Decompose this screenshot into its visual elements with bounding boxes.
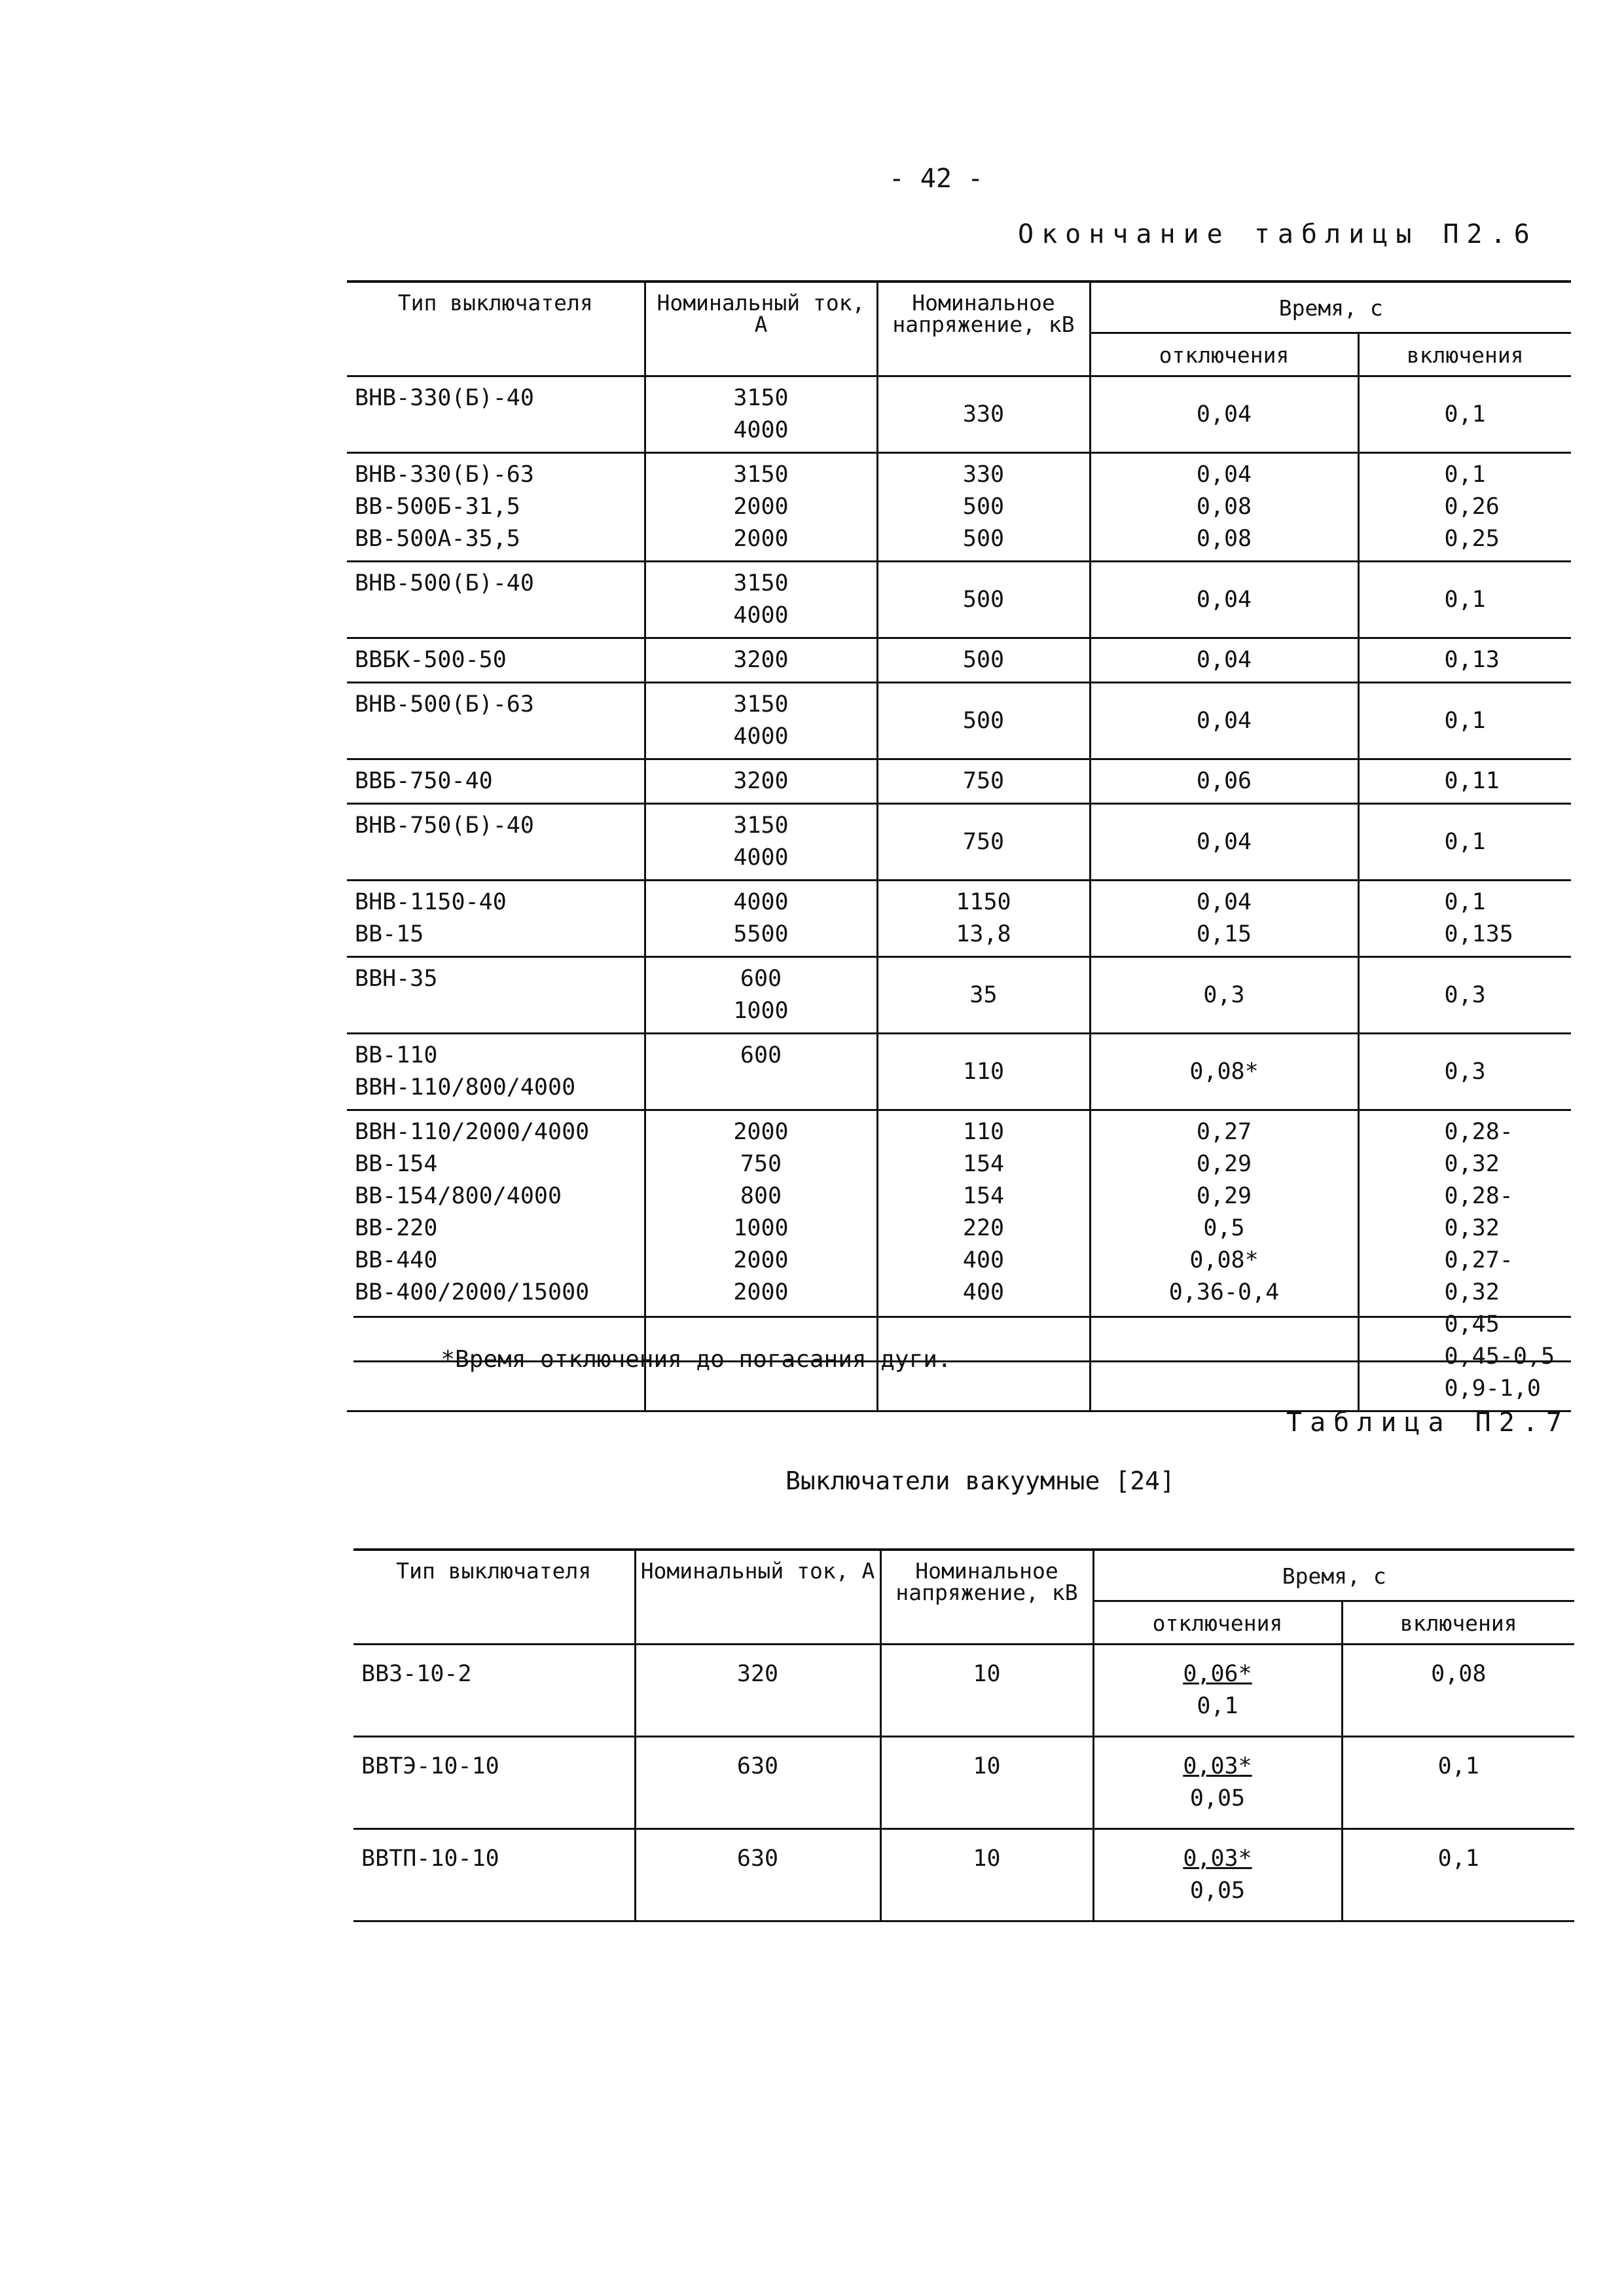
cell-off <box>1090 376 1358 453</box>
cell-off <box>1090 1110 1358 1411</box>
cell-current-line: 600 <box>740 966 782 992</box>
cell-on: 0,1 <box>1342 1737 1574 1829</box>
cell-current-line: 750 <box>740 1151 782 1177</box>
table-p2-7 <box>353 1548 1574 1922</box>
cell-off <box>1090 759 1358 804</box>
cell-off <box>1093 1737 1342 1829</box>
cell-current-line: 3200 <box>733 647 789 673</box>
cell-voltage-line: 750 <box>962 768 1005 794</box>
cell-off <box>1090 957 1358 1034</box>
cell-voltage <box>877 881 1090 957</box>
cell-on <box>1358 957 1571 1034</box>
cell-type <box>347 881 645 957</box>
cell-type <box>347 759 645 804</box>
table-p2-6 <box>347 280 1571 1412</box>
table-row <box>347 881 1571 957</box>
cell-off-line: 0,15 <box>1196 921 1252 947</box>
footnote-text: *Время отключения до погасания дуги. <box>441 1346 952 1373</box>
cell-off-line: 0,29 <box>1196 1183 1252 1209</box>
cell-on-line: 0,45 <box>1444 1311 1500 1337</box>
t2-header-current: Номинальный ток, А <box>635 1550 880 1645</box>
cell-off-line: 0,08* <box>1189 1058 1259 1085</box>
cell-current <box>645 683 877 759</box>
cell-type-line: ВВБК-500-50 <box>355 647 507 673</box>
header-voltage: Номинальное напряжение, кВ <box>877 282 1090 376</box>
cell-current-line: 1000 <box>733 998 789 1024</box>
cell-current <box>645 376 877 453</box>
cell-off-line: 0,04 <box>1196 828 1252 855</box>
cell-on-line: 0,13 <box>1444 647 1500 673</box>
cell-on-line: 0,26 <box>1444 494 1500 520</box>
off-time-denominator: 0,05 <box>1189 1878 1246 1904</box>
cell-current-line: 800 <box>740 1183 782 1209</box>
table2-caption: Таблица П2.7 <box>1286 1408 1570 1438</box>
cell-type-line: ВНВ-330(Б)-40 <box>355 385 534 411</box>
cell-type <box>347 957 645 1034</box>
cell-current-line: 3150 <box>733 385 789 411</box>
cell-voltage-line: 500 <box>962 647 1005 673</box>
cell-off <box>1093 1645 1342 1737</box>
off-time-numerator: 0,03* <box>1183 1846 1252 1872</box>
cell-off-line: 0,04 <box>1196 889 1252 915</box>
cell-current-line: 2000 <box>733 1119 789 1145</box>
cell-current: 320 <box>635 1645 880 1737</box>
cell-voltage <box>877 562 1090 638</box>
cell-current <box>645 881 877 957</box>
header-current: Номинальный ток, А <box>645 282 877 376</box>
t2-header-on: включения <box>1342 1601 1574 1645</box>
cell-type-line: ВВ-440 <box>355 1247 438 1273</box>
cell-voltage-line: 500 <box>962 586 1005 613</box>
cell-off <box>1090 804 1358 881</box>
cell-current-line: 3150 <box>733 570 789 596</box>
cell-on-line: 0,135 <box>1444 921 1513 947</box>
cell-off-line: 0,08 <box>1196 494 1252 520</box>
off-time-denominator: 0,1 <box>1197 1693 1238 1719</box>
cell-voltage: 10 <box>880 1645 1093 1737</box>
cell-voltage-line: 220 <box>962 1215 1005 1241</box>
cell-on-line: 0,28-0,32 <box>1444 1119 1513 1177</box>
cell-off-line: 0,04 <box>1196 707 1252 734</box>
cell-type-line: ВВ-15 <box>355 921 424 947</box>
cell-voltage <box>877 683 1090 759</box>
cell-on-line: 0,9-1,0 <box>1444 1375 1542 1402</box>
cell-off <box>1090 881 1358 957</box>
cell-type: ВВТЭ-10-10 <box>353 1737 635 1829</box>
t2-header-time: Время, с <box>1093 1550 1574 1601</box>
cell-on-line: 0,25 <box>1444 526 1500 552</box>
cell-on-line: 0,28-0,32 <box>1444 1183 1513 1241</box>
table-row <box>353 1829 1574 1921</box>
cell-off-line: 0,08* <box>1189 1247 1259 1273</box>
cell-voltage-line: 330 <box>962 462 1005 488</box>
cell-on <box>1358 683 1571 759</box>
cell-current-line: 2000 <box>733 1247 789 1273</box>
cell-type-line: ВНВ-500(Б)-40 <box>355 570 534 596</box>
cell-current: 630 <box>635 1829 880 1921</box>
cell-voltage: 10 <box>880 1737 1093 1829</box>
cell-on <box>1358 881 1571 957</box>
cell-current-line: 4000 <box>733 602 789 628</box>
footnote-rule-bottom <box>353 1360 1571 1362</box>
cell-on <box>1358 376 1571 453</box>
cell-type-line: ВВ-500А-35,5 <box>355 526 520 552</box>
cell-type <box>347 638 645 683</box>
cell-on <box>1358 1034 1571 1110</box>
cell-voltage-line: 330 <box>962 401 1005 427</box>
footnote-rule-top <box>353 1316 1571 1318</box>
cell-type <box>347 683 645 759</box>
off-time-numerator: 0,03* <box>1183 1753 1252 1779</box>
cell-off-line: 0,04 <box>1196 586 1252 613</box>
cell-current-line: 4000 <box>733 417 789 443</box>
cell-voltage-line: 500 <box>962 494 1005 520</box>
table2-title: Выключатели вакуумные [24] <box>785 1466 1175 1495</box>
table-row <box>347 957 1571 1034</box>
cell-current <box>645 1034 877 1110</box>
header-on: включения <box>1358 333 1571 376</box>
cell-type-line: ВНВ-500(Б)-63 <box>355 691 534 718</box>
cell-off-line: 0,36-0,4 <box>1168 1279 1280 1305</box>
table-row <box>347 1034 1571 1110</box>
cell-voltage <box>877 804 1090 881</box>
header-off: отключения <box>1090 333 1358 376</box>
cell-type-line: ВВ-220 <box>355 1215 438 1241</box>
cell-on <box>1358 759 1571 804</box>
cell-current <box>645 453 877 562</box>
cell-voltage: 10 <box>880 1829 1093 1921</box>
cell-off-line: 0,08 <box>1196 526 1252 552</box>
cell-current: 630 <box>635 1737 880 1829</box>
cell-voltage <box>877 376 1090 453</box>
t2-header-type: Тип выключателя <box>353 1550 635 1645</box>
cell-voltage-line: 110 <box>962 1119 1005 1145</box>
table-row <box>347 804 1571 881</box>
cell-on <box>1358 1110 1571 1411</box>
cell-type-line: ВВ-110 <box>355 1042 438 1068</box>
cell-type-line: ВВН-35 <box>355 966 438 992</box>
cell-type-line: ВВ-500Б-31,5 <box>355 494 520 520</box>
cell-current-line: 1000 <box>733 1215 789 1241</box>
cell-type-line: ВВБ-750-40 <box>355 768 493 794</box>
cell-on-line: 0,1 <box>1444 462 1486 488</box>
table-row <box>347 759 1571 804</box>
cell-type-line: ВВ-154/800/4000 <box>355 1183 562 1209</box>
table-row <box>353 1737 1574 1829</box>
cell-off <box>1090 562 1358 638</box>
cell-type <box>347 1034 645 1110</box>
table-row <box>347 683 1571 759</box>
cell-off <box>1090 683 1358 759</box>
cell-on-line: 0,11 <box>1444 768 1500 794</box>
cell-voltage-line: 500 <box>962 526 1005 552</box>
cell-voltage-line: 13,8 <box>956 921 1011 947</box>
cell-on-line: 0,3 <box>1444 981 1486 1008</box>
cell-voltage <box>877 638 1090 683</box>
cell-current-line: 2000 <box>733 526 789 552</box>
cell-type: ВВТП-10-10 <box>353 1829 635 1921</box>
cell-type: ВВЗ-10-2 <box>353 1645 635 1737</box>
cell-off-line: 0,29 <box>1196 1151 1252 1177</box>
cell-on: 0,1 <box>1342 1829 1574 1921</box>
header-type: Тип выключателя <box>347 282 645 376</box>
table-row <box>347 453 1571 562</box>
cell-current-line: 4000 <box>733 723 789 750</box>
cell-off-line: 0,04 <box>1196 401 1252 427</box>
table-row <box>353 1645 1574 1737</box>
cell-type <box>347 376 645 453</box>
cell-type-line: ВНВ-750(Б)-40 <box>355 812 534 839</box>
cell-type <box>347 804 645 881</box>
cell-current <box>645 638 877 683</box>
cell-off <box>1090 638 1358 683</box>
table1-caption: Окончание таблицы П2.6 <box>1018 219 1538 249</box>
cell-voltage-line: 400 <box>962 1247 1005 1273</box>
cell-voltage <box>877 759 1090 804</box>
cell-current-line: 5500 <box>733 921 789 947</box>
cell-on-line: 0,1 <box>1444 586 1486 613</box>
cell-current-line: 3150 <box>733 691 789 718</box>
cell-voltage <box>877 1034 1090 1110</box>
cell-off-line: 0,04 <box>1196 462 1252 488</box>
cell-voltage <box>877 453 1090 562</box>
cell-current-line: 3150 <box>733 462 789 488</box>
cell-voltage-line: 35 <box>969 981 998 1008</box>
cell-on <box>1358 804 1571 881</box>
cell-voltage <box>877 957 1090 1034</box>
cell-on <box>1358 562 1571 638</box>
cell-type-line: ВВН-110/800/4000 <box>355 1074 576 1101</box>
cell-on-line: 0,3 <box>1444 1058 1486 1085</box>
cell-voltage-line: 500 <box>962 707 1005 734</box>
cell-off-line: 0,06 <box>1196 768 1252 794</box>
cell-type <box>347 562 645 638</box>
cell-on-line: 0,1 <box>1444 889 1486 915</box>
page-number: - 42 - <box>888 164 984 194</box>
cell-on-line: 0,1 <box>1444 707 1486 734</box>
cell-current <box>645 957 877 1034</box>
cell-current <box>645 804 877 881</box>
table1-footnote <box>412 1319 952 1373</box>
cell-off <box>1093 1829 1342 1921</box>
cell-type-line: ВНВ-330(Б)-63 <box>355 462 534 488</box>
cell-type-line: ВНВ-1150-40 <box>355 889 507 915</box>
cell-on-line: 0,45-0,5 <box>1444 1343 1555 1370</box>
cell-on <box>1358 638 1571 683</box>
cell-current <box>645 759 877 804</box>
cell-off <box>1090 453 1358 562</box>
cell-current-line: 4000 <box>733 845 789 871</box>
t2-header-voltage: Номинальное напряжение, кВ <box>880 1550 1093 1645</box>
cell-type <box>347 453 645 562</box>
cell-on-line: 0,1 <box>1444 401 1486 427</box>
cell-voltage-line: 154 <box>962 1151 1005 1177</box>
cell-off-line: 0,3 <box>1203 981 1245 1008</box>
off-time-denominator: 0,05 <box>1189 1785 1246 1811</box>
cell-type-line: ВВ-400/2000/15000 <box>355 1279 590 1305</box>
cell-current <box>645 562 877 638</box>
table-row <box>347 562 1571 638</box>
cell-on: 0,08 <box>1342 1645 1574 1737</box>
cell-current-line: 2000 <box>733 1279 789 1305</box>
table-row <box>347 376 1571 453</box>
table-row <box>347 638 1571 683</box>
cell-type-line: ВВ-154 <box>355 1151 438 1177</box>
cell-on-line: 0,27-0,32 <box>1444 1247 1513 1305</box>
cell-current-line: 2000 <box>733 494 789 520</box>
t2-header-off: отключения <box>1093 1601 1342 1645</box>
cell-type-line: ВВН-110/2000/4000 <box>355 1119 590 1145</box>
off-time-numerator: 0,06* <box>1183 1661 1252 1687</box>
cell-current-line: 3150 <box>733 812 789 839</box>
header-time: Время, с <box>1090 282 1571 333</box>
cell-off-line: 0,27 <box>1196 1119 1252 1145</box>
cell-off-line: 0,5 <box>1203 1215 1245 1241</box>
cell-current-line: 600 <box>740 1042 782 1068</box>
cell-voltage-line: 154 <box>962 1183 1005 1209</box>
cell-off <box>1090 1034 1358 1110</box>
cell-on <box>1358 453 1571 562</box>
cell-off-line: 0,04 <box>1196 647 1252 673</box>
cell-on-line: 0,1 <box>1444 828 1486 855</box>
cell-voltage-line: 1150 <box>956 889 1011 915</box>
cell-voltage-line: 400 <box>962 1279 1005 1305</box>
cell-voltage-line: 750 <box>962 828 1005 855</box>
cell-current-line: 3200 <box>733 768 789 794</box>
cell-voltage-line: 110 <box>962 1058 1005 1085</box>
cell-current-line: 4000 <box>733 889 789 915</box>
